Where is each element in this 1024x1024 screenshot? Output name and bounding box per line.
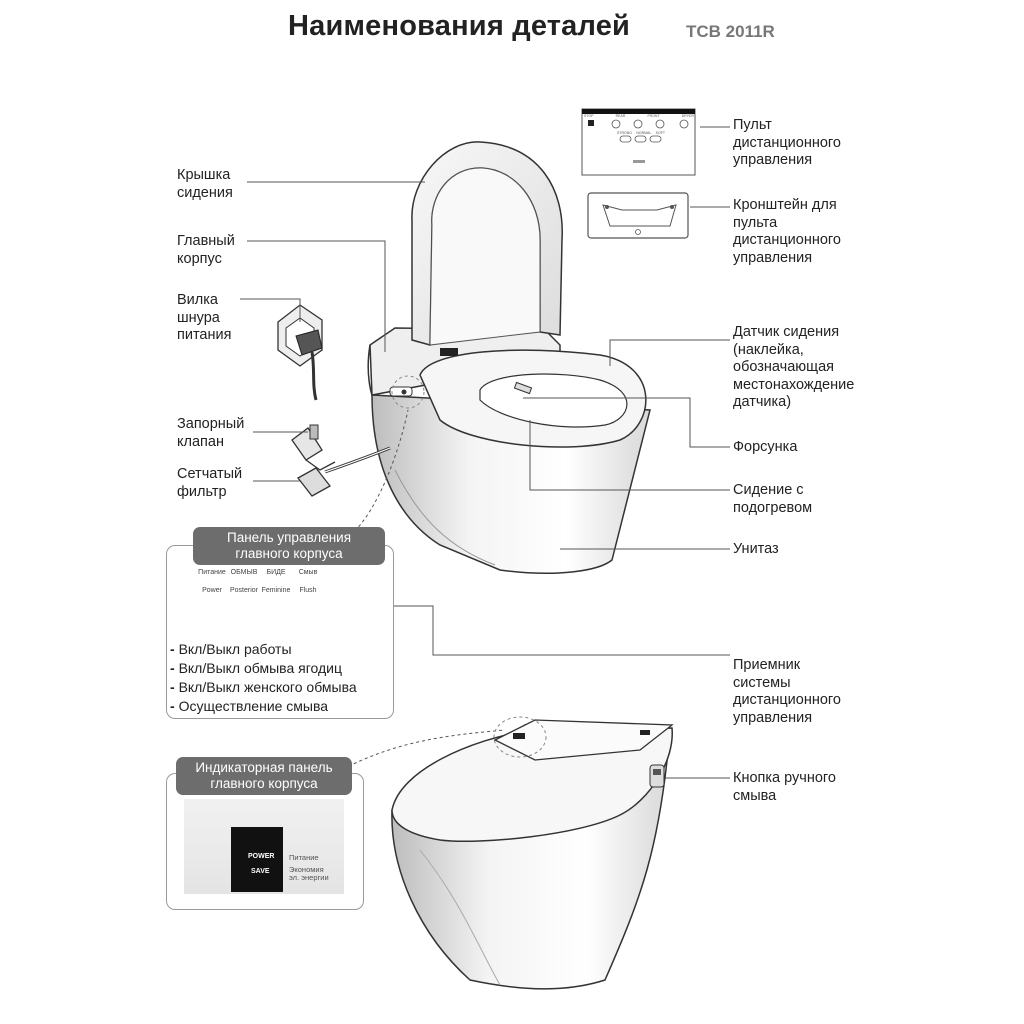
btn-label-feminine-en: Feminine	[261, 587, 291, 594]
remote-label: SOFT	[655, 131, 665, 135]
remote-label: STRONG	[617, 131, 632, 135]
label-manual-flush: Кнопка ручного смыва	[733, 770, 836, 804]
bracket-drawing	[588, 193, 688, 238]
btn-label-feminine-ru: БИДЕ	[266, 569, 286, 576]
btn-label-posterior-ru: ОБМЫВ	[230, 569, 258, 576]
page-title: Наименования деталей	[288, 10, 631, 42]
function-item: - Вкл/Выкл работы	[170, 640, 357, 659]
model-number: TCB 2011R	[686, 22, 775, 41]
label-heated-seat: Сидение с подогревом	[733, 482, 813, 516]
remote-label: STOP	[584, 114, 594, 118]
btn-label-flush-ru: Смыв	[298, 569, 318, 576]
indicator-save: SAVE	[251, 868, 270, 875]
indicator-save-ru: Экономия эл. энергии	[289, 865, 329, 882]
label-seat-cover: Крышка сидения	[177, 167, 233, 201]
label-mesh-filter: Сетчатый фильтр	[177, 466, 243, 500]
indicator-panel-tag: Индикаторная панель главного корпуса	[176, 757, 352, 795]
control-panel-functions	[170, 640, 357, 716]
function-item: - Вкл/Выкл женского обмыва	[170, 678, 357, 697]
remote-label: NORMAL	[636, 131, 652, 135]
remote-label: DRYER	[681, 114, 694, 118]
label-stop-valve: Запорный клапан	[177, 416, 245, 450]
toilet-bottom-drawing	[392, 717, 672, 989]
label-toilet: Унитаз	[733, 541, 779, 557]
control-panel-tag: Панель управления главного корпуса	[193, 527, 385, 565]
indicator-power: POWER	[248, 853, 275, 860]
function-item: - Осуществление смыва	[170, 697, 357, 716]
label-receiver: Приемник системы дистанционного управления	[733, 657, 841, 726]
remote-top-labels	[584, 114, 694, 118]
label-main-body: Главный корпус	[177, 233, 235, 267]
label-remote: Пульт дистанционного управления	[733, 117, 841, 168]
label-seat-sensor: Датчик сидения (наклейка, обозначающая местонахождение датчика)	[733, 324, 855, 410]
label-remote-bracket: Кронштейн для пульта дистанционного управления	[733, 197, 841, 266]
remote-bottom-labels	[617, 131, 665, 135]
btn-label-posterior-en: Posterior	[229, 587, 258, 594]
label-power-plug: Вилка шнура питания	[177, 292, 232, 343]
label-nozzle: Форсунка	[733, 439, 798, 455]
function-item: - Вкл/Выкл обмыва ягодиц	[170, 659, 357, 678]
remote-label: REAR	[615, 114, 626, 118]
btn-label-power-en: Power	[202, 587, 222, 594]
remote-drawing	[582, 109, 695, 175]
btn-label-power-ru: Питание	[198, 569, 226, 576]
btn-label-flush-en: Flush	[299, 587, 317, 594]
indicator-power-ru: Питание	[289, 853, 319, 862]
remote-label: FRONT	[647, 114, 660, 118]
